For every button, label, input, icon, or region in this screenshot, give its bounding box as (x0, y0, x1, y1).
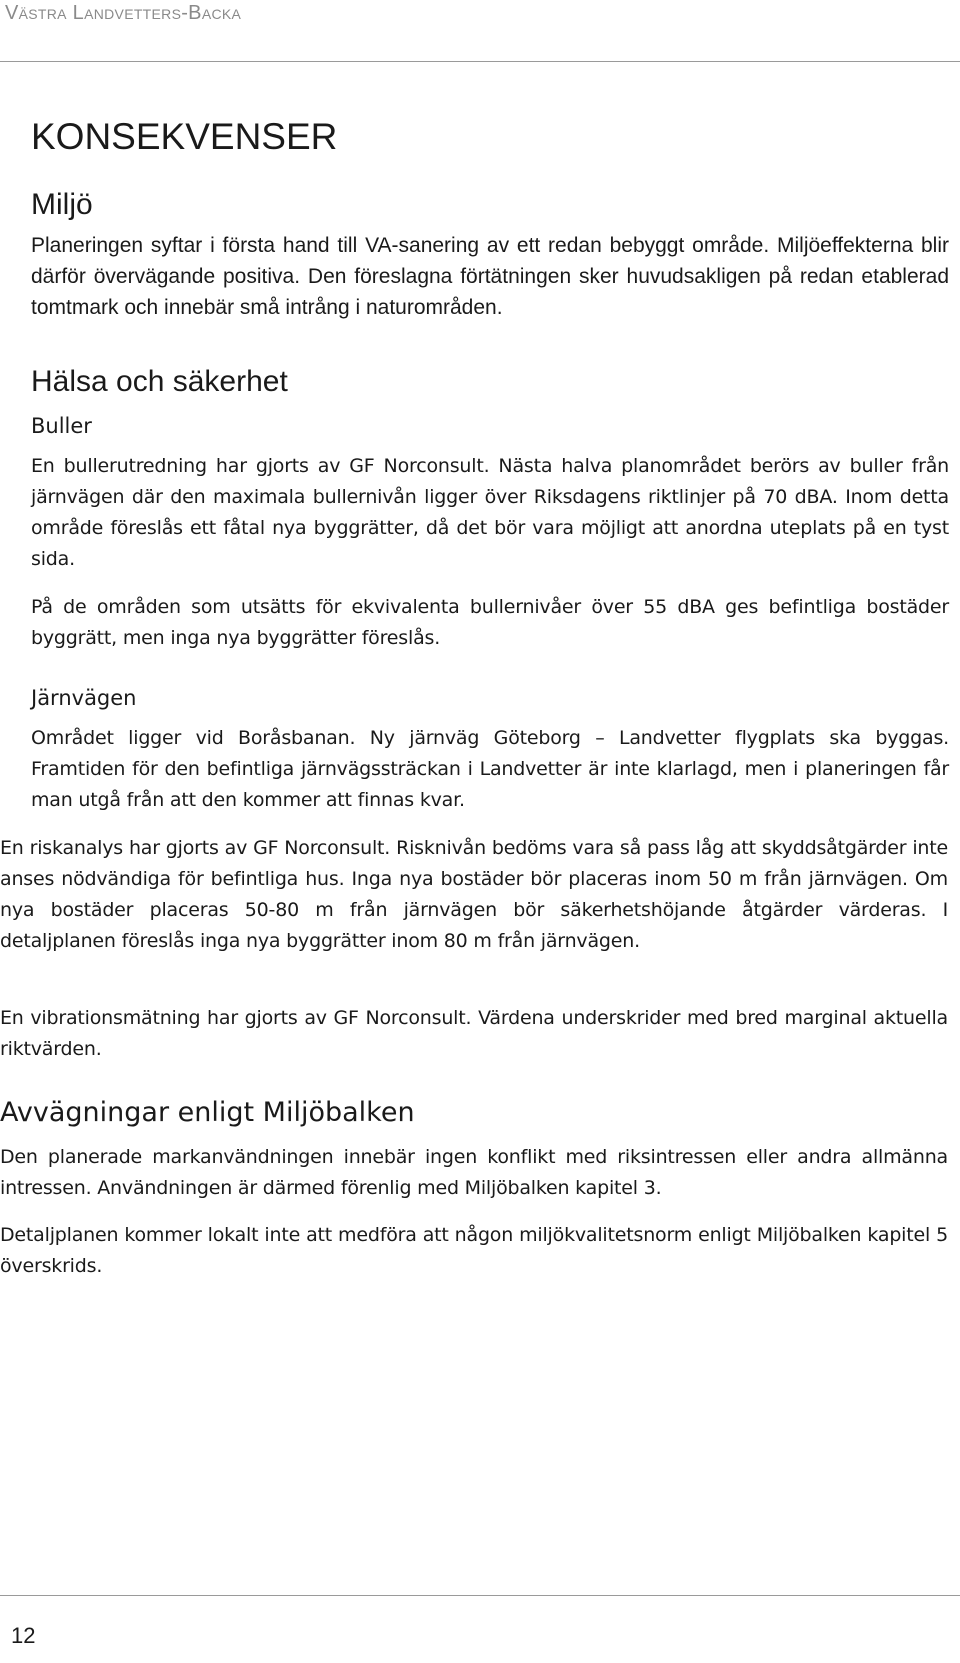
paragraph-buller-1: En bullerutredning har gjorts av GF Norconsult. Nästa halva planområdet berörs av buller från järnvägen där den maximala bullernivån ligger över Riksdagens riktlinjer på 70 dBA. Inom detta område föreslås ett fåtal nya byggrätter, då det bör vara möjligt att anordna uteplats på en tyst sida. (31, 455, 949, 570)
page-title: KONSEKVENSER (31, 116, 338, 157)
page-number: 12 (11, 1623, 36, 1648)
subheading-buller: Buller (31, 414, 92, 438)
header-rule (0, 61, 960, 62)
section-heading-miljo: Miljö (31, 188, 93, 221)
footer-rule (0, 1595, 960, 1596)
paragraph-jarnvagen-1: Området ligger vid Boråsbanan. Ny järnväg Göteborg – Landvetter flygplats ska byggas. Framtiden för den befintliga järnvägssträckan i Landvetter är inte klarlagd, men i planeringen får man utgå från att den kommer att finnas kvar. (31, 727, 949, 811)
running-header: Västra Landvetters-Backa (5, 2, 242, 24)
paragraph-miljo: Planeringen syftar i första hand till VA-sanering av ett redan bebyggt område. Miljöeffekterna blir därför övervägande positiva. Den föreslagna förtätningen sker huvudsakligen på redan etablerad tomtmark och innebär små intrång i naturområden. (31, 234, 949, 319)
section-heading-halsa: Hälsa och säkerhet (31, 365, 288, 398)
paragraph-avvagningar-1: Den planerade markanvändningen innebär ingen konflikt med riksintressen eller andra allmänna intressen. Användningen är därmed förenlig med Miljöbalken kapitel 3. (0, 1146, 948, 1199)
paragraph-jarnvagen-2: En riskanalys har gjorts av GF Norconsult. Risknivån bedöms vara så pass låg att skyddsåtgärder inte anses nödvändiga för befintliga hus. Inga nya bostäder bör placeras inom 50 m från järnvägen. Om nya bostäder placeras 50-80 m från järnvägen bör säkerhetshöjande åtgärder värderas. I detaljplanen föreslås inga nya byggrätter inom 80 m från järnvägen. (0, 837, 948, 952)
paragraph-buller-2: På de områden som utsätts för ekvivalenta bullernivåer över 55 dBA ges befintliga bostäder byggrätt, men inga nya byggrätter föreslås. (31, 596, 949, 649)
paragraph-jarnvagen-3: En vibrationsmätning har gjorts av GF Norconsult. Värdena underskrider med bred marginal aktuella riktvärden. (0, 1007, 948, 1060)
paragraph-avvagningar-2: Detaljplanen kommer lokalt inte att medföra att någon miljökvalitetsnorm enligt Miljöbalken kapitel 5 överskrids. (0, 1224, 948, 1277)
section-heading-avvagningar: Avvägningar enligt Miljöbalken (0, 1097, 415, 1128)
subheading-jarnvagen: Järnvägen (31, 686, 137, 710)
